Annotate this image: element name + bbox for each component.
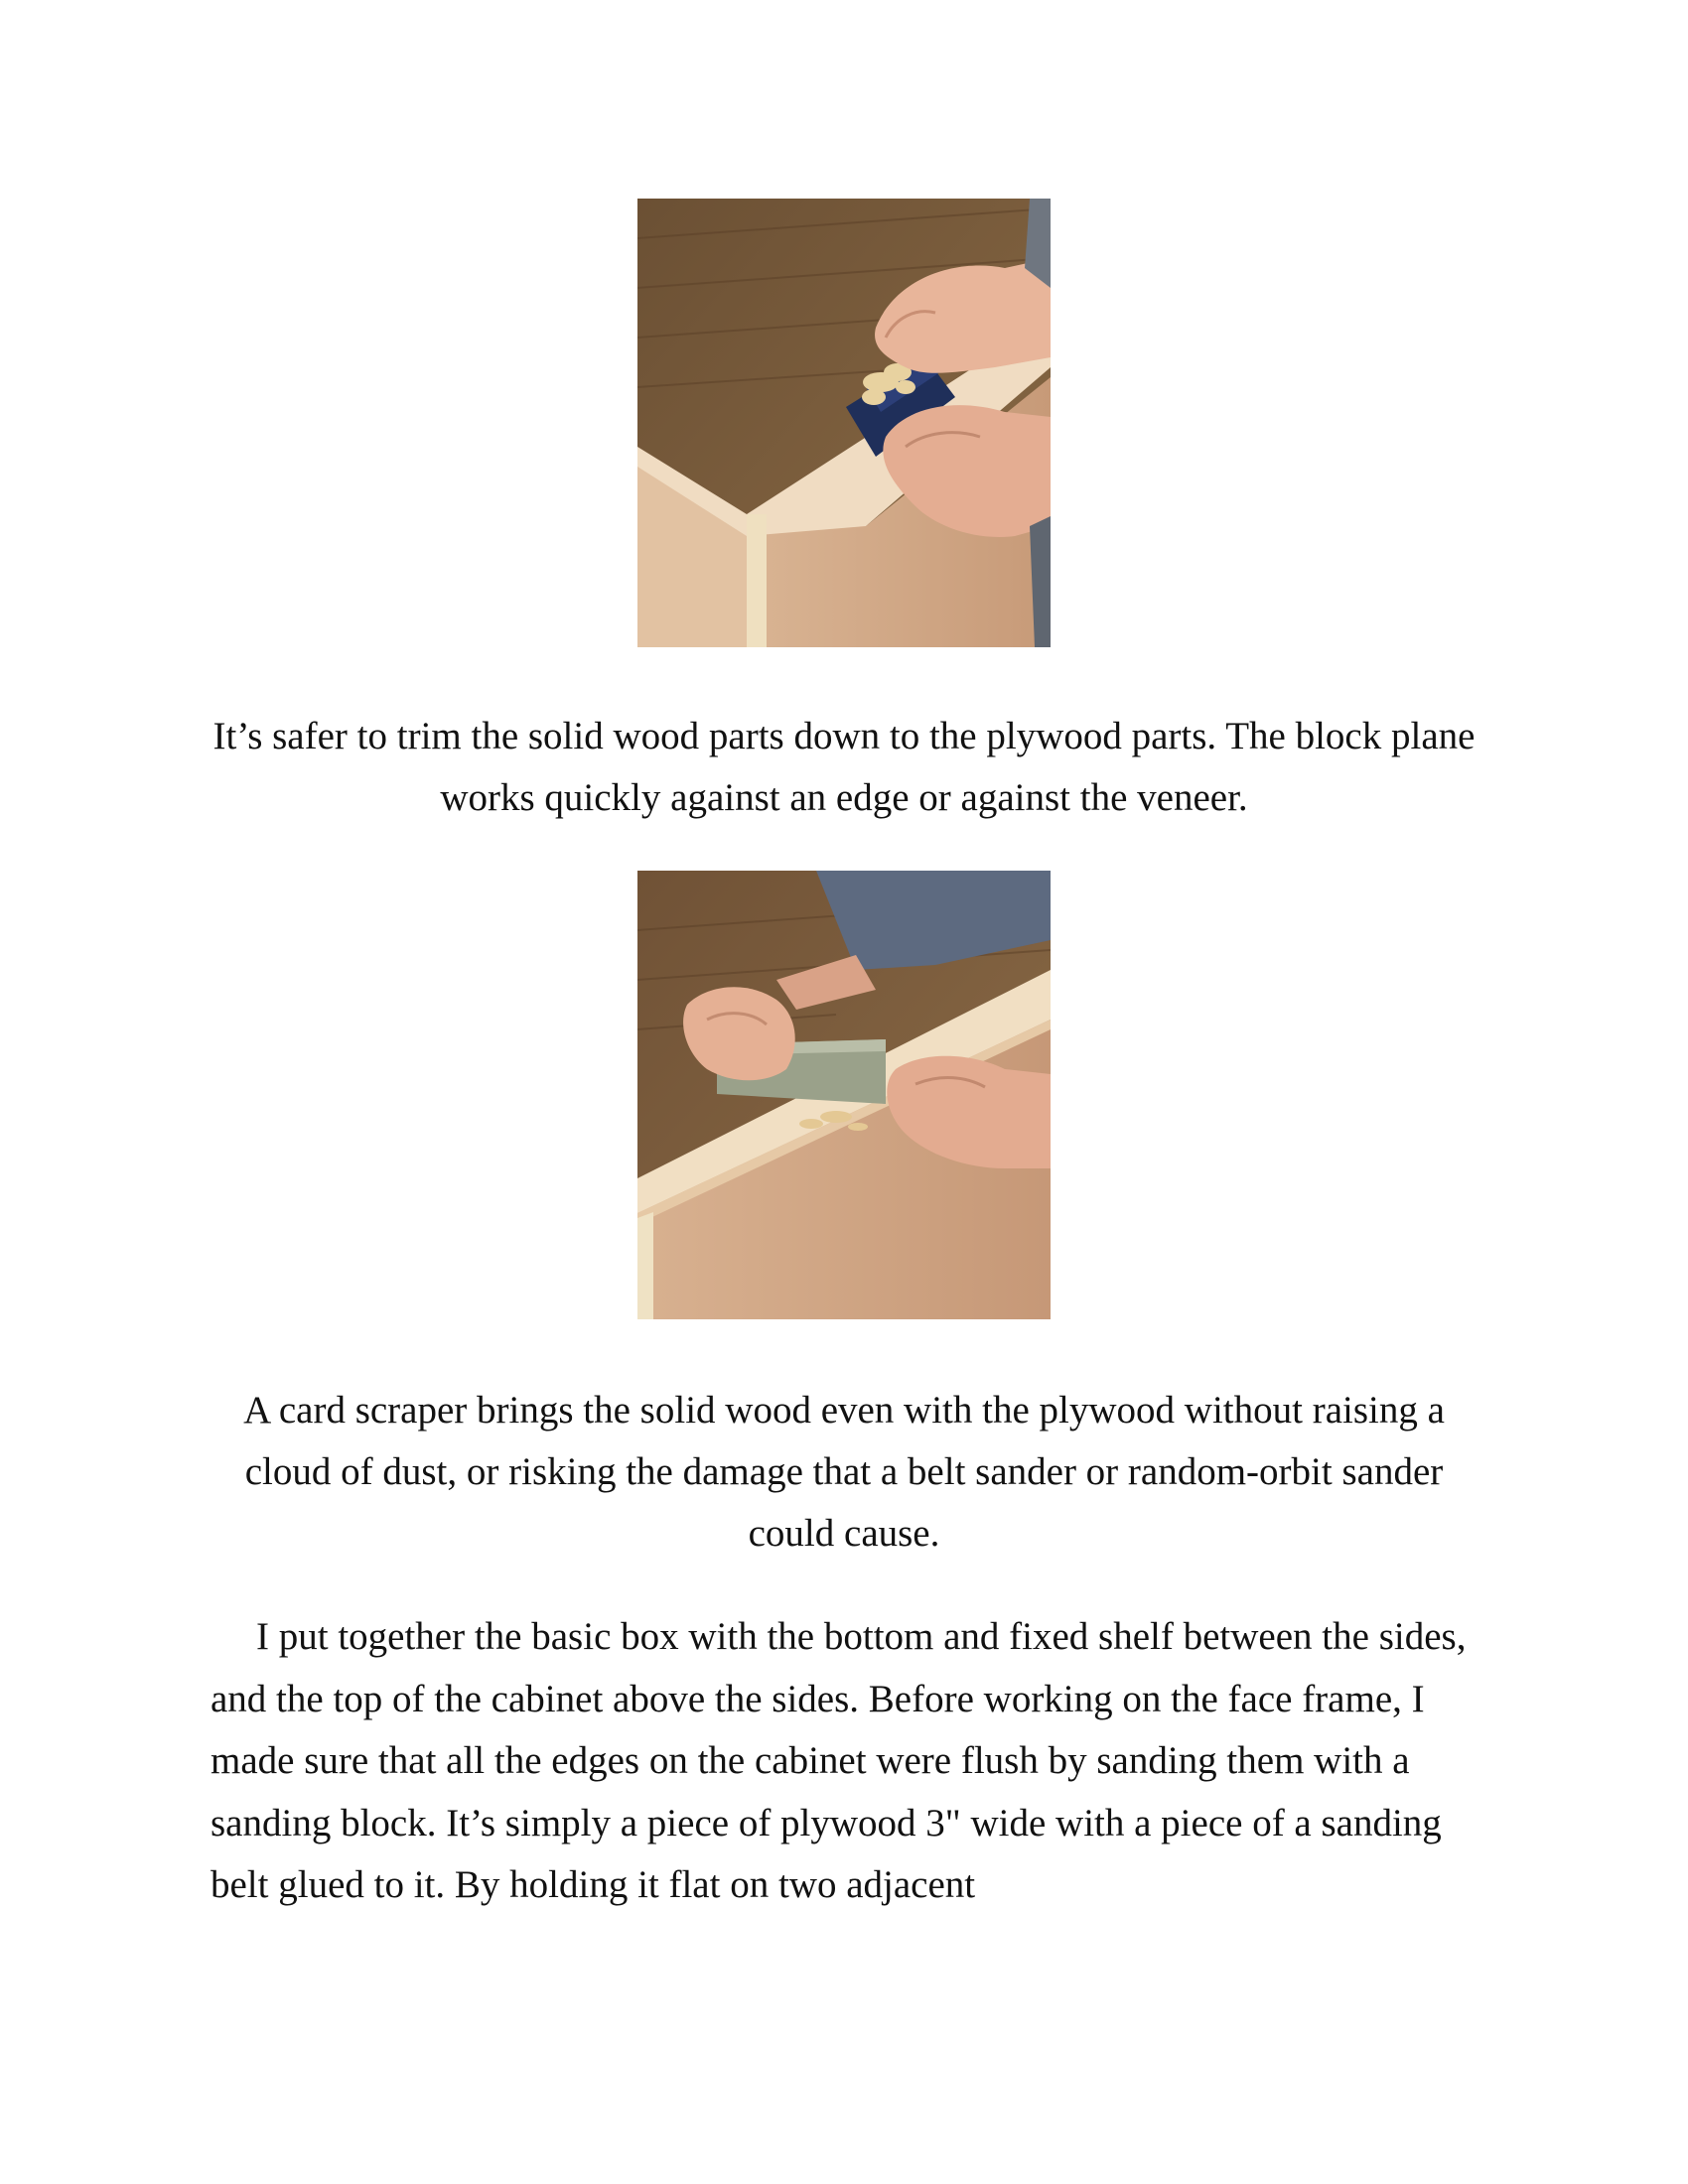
- block-plane-caption: It’s safer to trim the solid wood parts down to the plywood parts. The block plane works quickly against an edge or against the veneer.: [212, 715, 1476, 819]
- body-paragraph: I put together the basic box with the bottom and fixed shelf between the sides, and the top of the cabinet above the sides. Before working on the face frame, I made sure that all the edges on the cabinet were flush by sanding them with a sanding block. It’s simply a piece of plywood 3" wide with a piece of a sanding belt glued to it. By holding it flat on two adjacent: [211, 1615, 1467, 1906]
- card-scraper-photo: [637, 871, 1051, 1319]
- card-scraper-photo-art: [637, 871, 1051, 1319]
- card-scraper-caption: A card scraper brings the solid wood even with the plywood without raising a cloud of dust, or risking the damage that a belt sander or random-orbit sander could cause.: [243, 1389, 1445, 1555]
- block-plane-photo: [637, 199, 1051, 647]
- block-plane-photo-art: [637, 199, 1051, 647]
